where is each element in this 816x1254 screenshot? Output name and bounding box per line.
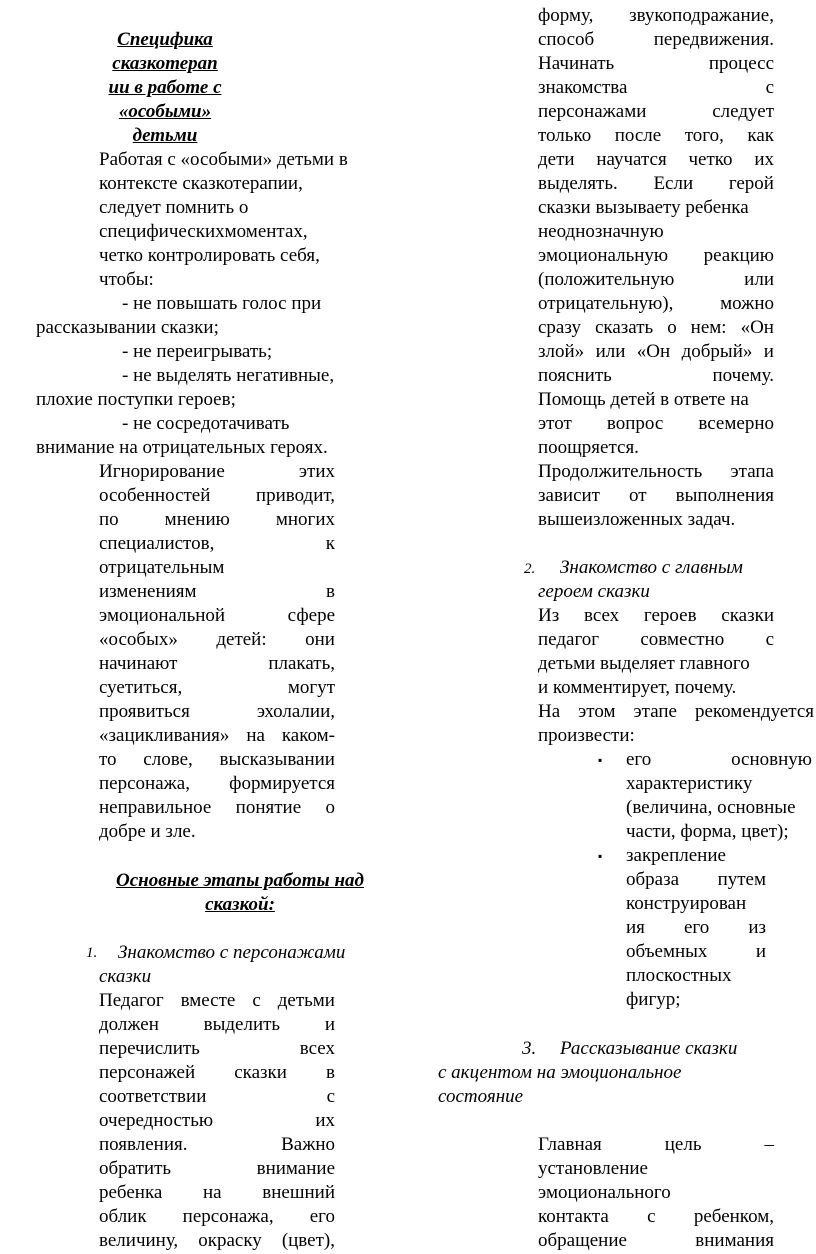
word: мнению xyxy=(164,509,230,530)
word: внимания xyxy=(695,1230,774,1251)
word: ия xyxy=(626,917,645,938)
rule-line: внимание на отрицательных героях. xyxy=(36,437,328,458)
word: после xyxy=(614,125,662,146)
word: и xyxy=(755,941,766,962)
word: педагог xyxy=(538,629,600,650)
word: специалистов, xyxy=(99,533,215,554)
word: «Он xyxy=(740,317,774,338)
word: проявиться xyxy=(99,701,190,722)
word: приводит, xyxy=(255,485,335,506)
section-title: сказкотерап xyxy=(112,53,218,74)
word: зависит xyxy=(538,485,600,506)
intro-line: четко контролировать себя, xyxy=(99,245,320,266)
ignore-line xyxy=(99,484,335,508)
word: совместно xyxy=(640,629,725,650)
bullet-line xyxy=(626,892,766,916)
word: величину, xyxy=(99,1230,179,1251)
word: обратить xyxy=(99,1158,172,1179)
word: звукоподражание, xyxy=(629,5,774,26)
word: закрепление xyxy=(626,845,726,866)
section-title: «особыми» xyxy=(118,101,212,122)
rule-line: - не повышать голос при xyxy=(122,293,322,314)
section-title: детьми xyxy=(132,125,198,146)
word: персонажами xyxy=(538,101,647,122)
word: вышеизложенных задач. xyxy=(538,509,736,530)
bullet-line xyxy=(626,916,766,940)
body-line xyxy=(538,268,774,292)
word: произвести: xyxy=(538,725,635,746)
word: о xyxy=(325,797,335,818)
word: всех xyxy=(583,605,620,626)
word: выполнения xyxy=(675,485,774,506)
word: о xyxy=(667,317,677,338)
word: сразу xyxy=(538,317,581,338)
word: характеристику xyxy=(626,773,753,794)
ignore-line xyxy=(99,796,335,820)
word: его xyxy=(626,749,652,770)
bullet-line xyxy=(626,772,812,796)
word: каком- xyxy=(281,725,335,746)
ignore-line xyxy=(99,748,335,772)
body-line xyxy=(538,316,774,340)
body-line xyxy=(538,652,774,676)
stages-heading: сказкой: xyxy=(205,894,275,915)
word: по xyxy=(99,509,119,530)
bullet-icon: ▪ xyxy=(598,753,603,767)
body-line xyxy=(538,4,774,28)
word: пояснить xyxy=(538,365,612,386)
word: основную xyxy=(731,749,812,770)
word: – xyxy=(764,1134,774,1155)
body-line xyxy=(538,508,774,532)
ignore-line xyxy=(99,460,335,484)
word: этих xyxy=(298,461,335,482)
ignore-line xyxy=(99,508,335,532)
word: от xyxy=(629,485,647,506)
word: форму, xyxy=(538,5,594,26)
word: высказывании xyxy=(219,749,335,770)
intro-line: специфическихмоментах, xyxy=(99,221,308,242)
body-line xyxy=(538,244,774,268)
word: с xyxy=(252,990,261,1011)
word: его xyxy=(309,1206,335,1227)
bullet-line xyxy=(626,940,766,964)
word: четко xyxy=(688,149,733,170)
word: эмоциональной xyxy=(99,605,226,626)
stage-number: 2. xyxy=(524,561,536,577)
intro-line: чтобы: xyxy=(99,269,154,290)
body-line xyxy=(538,28,774,52)
word: (величина, основные xyxy=(626,797,796,818)
word: сказки xyxy=(234,1062,287,1083)
stage-text-line xyxy=(99,1133,335,1157)
word: Начинать xyxy=(538,53,615,74)
word: «особых» xyxy=(99,629,178,650)
stage-text-line xyxy=(99,1037,335,1061)
word: появления. xyxy=(99,1134,188,1155)
word: цель xyxy=(664,1134,702,1155)
body-line xyxy=(538,196,774,220)
word: объемных xyxy=(626,941,708,962)
word: этапе xyxy=(633,701,677,722)
word: формируется xyxy=(229,773,335,794)
stages-heading: Основные этапы работы над xyxy=(116,870,364,891)
word: На xyxy=(538,701,561,722)
body-line xyxy=(538,124,774,148)
word: вместе xyxy=(180,990,236,1011)
word: их xyxy=(315,1110,335,1131)
rule-line: - не переигрывать; xyxy=(122,341,273,362)
word: детьми xyxy=(277,990,335,1011)
word: сказать xyxy=(594,317,654,338)
word: то xyxy=(99,749,117,770)
rule-line: плохие поступки героев; xyxy=(36,389,236,410)
word: вопрос xyxy=(606,413,664,434)
word: особенностей xyxy=(99,485,211,506)
word: Если xyxy=(653,173,694,194)
word: «Он xyxy=(636,341,671,362)
word: их xyxy=(754,149,774,170)
word: эмоциональную xyxy=(538,245,669,266)
word: того, xyxy=(684,125,724,146)
word: персонажа, xyxy=(182,1206,274,1227)
word: Продолжительность xyxy=(538,461,703,482)
word: «зацикливания» xyxy=(99,725,230,746)
word: только xyxy=(538,125,592,146)
word: неоднозначную xyxy=(538,221,664,242)
word: как xyxy=(747,125,774,146)
body-line xyxy=(538,148,774,172)
word: ребенка xyxy=(99,1182,163,1203)
ignore-line xyxy=(99,652,335,676)
section-title: ии в работе с xyxy=(108,77,222,98)
word: путем xyxy=(717,869,766,890)
word: контакта xyxy=(538,1206,609,1227)
word: и комментирует, почему. xyxy=(538,677,737,698)
body-line xyxy=(538,100,774,124)
word: внимание xyxy=(256,1158,335,1179)
word: в xyxy=(326,581,335,602)
stage-number: 1. xyxy=(86,945,98,961)
body-line xyxy=(538,460,774,484)
word: конструирован xyxy=(626,893,747,914)
body-line xyxy=(538,1181,774,1205)
word: из xyxy=(748,917,766,938)
body-line xyxy=(538,676,774,700)
body-line xyxy=(538,76,774,100)
word: Педагог xyxy=(99,990,164,1011)
word: на xyxy=(246,725,265,746)
word: научатся xyxy=(596,149,667,170)
word: суетиться, xyxy=(99,677,183,698)
word: поощряется. xyxy=(538,437,639,458)
word: героев xyxy=(643,605,697,626)
word: почему. xyxy=(712,365,774,386)
body-line xyxy=(538,484,774,508)
word: ребенком, xyxy=(693,1206,774,1227)
stage-text-line xyxy=(99,1085,335,1109)
word: понятие xyxy=(235,797,302,818)
word: персонажей xyxy=(99,1062,196,1083)
word: могут xyxy=(287,677,335,698)
word: выделить xyxy=(203,1014,281,1035)
stage-text-line xyxy=(99,1229,335,1253)
body-line xyxy=(538,1205,774,1229)
bullet-line xyxy=(626,820,816,844)
word: начинают xyxy=(99,653,178,674)
stage-title: Рассказывание сказки xyxy=(560,1038,738,1059)
word: следует xyxy=(712,101,774,122)
intro-line: Работая с «особыми» детьми в xyxy=(99,149,348,170)
body-line xyxy=(538,436,774,460)
word: изменениям xyxy=(99,581,197,602)
body-line xyxy=(538,1157,774,1181)
body-line xyxy=(538,220,774,244)
word: персонажа, xyxy=(99,773,190,794)
ignore-line xyxy=(99,676,335,700)
word: эмоционального xyxy=(538,1182,671,1203)
ignore-line xyxy=(99,604,335,628)
stage-title: сказки xyxy=(99,966,152,987)
word: детей: xyxy=(216,629,267,650)
stage-number: 3. xyxy=(522,1038,537,1059)
stage-text-line xyxy=(99,989,335,1013)
word: отрицательную), xyxy=(538,293,674,314)
word: плоскостных xyxy=(626,965,732,986)
word: с xyxy=(326,1086,335,1107)
word: герой xyxy=(728,173,774,194)
stage-title: состояние xyxy=(438,1086,524,1107)
word: эхолалии, xyxy=(256,701,335,722)
word: (цвет), xyxy=(281,1230,335,1251)
word: всемерно xyxy=(698,413,774,434)
bullet-line xyxy=(626,964,766,988)
word: детьми выделяет главного xyxy=(538,653,750,674)
bullet-line xyxy=(626,796,816,820)
word: в xyxy=(326,1062,335,1083)
word: Главная xyxy=(538,1134,602,1155)
word: плакать, xyxy=(268,653,335,674)
body-line xyxy=(538,172,774,196)
word: неправильное xyxy=(99,797,212,818)
bullet-line xyxy=(626,748,812,772)
word: облик xyxy=(99,1206,147,1227)
bullet-line xyxy=(626,844,766,868)
body-line xyxy=(538,1133,774,1157)
rule-line: - не сосредотачивать xyxy=(122,413,290,434)
word: добре и зле. xyxy=(99,821,196,842)
word: с xyxy=(765,77,774,98)
stage-title: Знакомство с главным xyxy=(560,557,743,578)
word: сказки xyxy=(721,605,774,626)
ignore-line xyxy=(99,532,335,556)
word: установление xyxy=(538,1158,648,1179)
body-line xyxy=(538,412,774,436)
word: злой» xyxy=(538,341,585,362)
ignore-line xyxy=(99,724,335,748)
ignore-line xyxy=(99,700,335,724)
word: выделять. xyxy=(538,173,618,194)
word: слове, xyxy=(143,749,193,770)
word: сфере xyxy=(287,605,335,626)
word: и xyxy=(324,1014,335,1035)
word: способ xyxy=(538,29,595,50)
word: всех xyxy=(299,1038,335,1059)
word: знакомства xyxy=(538,77,628,98)
word: отрицательным xyxy=(99,557,225,578)
word: Из xyxy=(538,605,560,626)
word: обращение xyxy=(538,1230,627,1251)
body-line xyxy=(538,52,774,76)
word: перечислить xyxy=(99,1038,200,1059)
body-line xyxy=(538,724,774,748)
word: образа xyxy=(626,869,680,890)
bullet-line xyxy=(626,868,766,892)
word: этом xyxy=(578,701,616,722)
word: внешний xyxy=(262,1182,335,1203)
word: части, форма, цвет); xyxy=(626,821,789,842)
intro-line: контексте сказкотерапии, xyxy=(99,173,303,194)
word: должен xyxy=(99,1014,159,1035)
word: многих xyxy=(275,509,335,530)
word: сказки вызываету ребенка xyxy=(538,197,749,218)
stage-title: героем сказки xyxy=(538,581,650,602)
ignore-line xyxy=(99,820,335,844)
body-line xyxy=(538,340,774,364)
word: и xyxy=(763,341,774,362)
section-title: Специфика xyxy=(117,29,213,50)
body-line xyxy=(538,604,774,628)
word: этот xyxy=(538,413,572,434)
ignore-line xyxy=(99,580,335,604)
word: передвижения. xyxy=(653,29,774,50)
stage-text-line xyxy=(99,1061,335,1085)
body-line xyxy=(538,700,814,724)
word: очередностью xyxy=(99,1110,214,1131)
stage-text-line xyxy=(99,1157,335,1181)
body-line xyxy=(538,292,774,316)
word: окраску xyxy=(198,1230,262,1251)
word: его xyxy=(683,917,710,938)
word: дети xyxy=(538,149,575,170)
word: или xyxy=(595,341,626,362)
stage-title: Знакомство с персонажами xyxy=(118,942,346,963)
rule-line: рассказывании сказки; xyxy=(36,317,219,338)
bullet-line xyxy=(626,988,766,1012)
word: этапа xyxy=(730,461,774,482)
body-line xyxy=(538,388,774,412)
stage-text-line xyxy=(99,1181,335,1205)
word: к xyxy=(325,533,335,554)
word: реакцию xyxy=(703,245,774,266)
word: нем: xyxy=(690,317,727,338)
word: соответствии xyxy=(99,1086,207,1107)
body-line xyxy=(538,1229,774,1253)
body-line xyxy=(538,628,774,652)
word: или xyxy=(744,269,774,290)
ignore-line xyxy=(99,628,335,652)
stage-text-line xyxy=(99,1013,335,1037)
body-line xyxy=(538,364,774,388)
word: фигур; xyxy=(626,989,681,1010)
word: на xyxy=(203,1182,222,1203)
word: они xyxy=(305,629,335,650)
word: Помощь детей в ответе на xyxy=(538,389,749,410)
stage-text-line xyxy=(99,1109,335,1133)
word: процесс xyxy=(708,53,774,74)
word: добрый» xyxy=(681,341,753,362)
word: (положительную xyxy=(538,269,675,290)
stage-title: с акцентом на эмоциональное xyxy=(438,1062,682,1083)
ignore-line xyxy=(99,556,335,580)
rule-line: - не выделять негативные, xyxy=(122,365,335,386)
intro-line: следует помнить о xyxy=(99,197,249,218)
word: Игнорирование xyxy=(99,461,225,482)
word: с xyxy=(647,1206,656,1227)
stage-text-line xyxy=(99,1205,335,1229)
word: с xyxy=(765,629,774,650)
bullet-icon: ▪ xyxy=(598,849,603,863)
word: можно xyxy=(720,293,774,314)
ignore-line xyxy=(99,772,335,796)
word: Важно xyxy=(281,1134,335,1155)
word: рекомендуется xyxy=(694,701,814,722)
